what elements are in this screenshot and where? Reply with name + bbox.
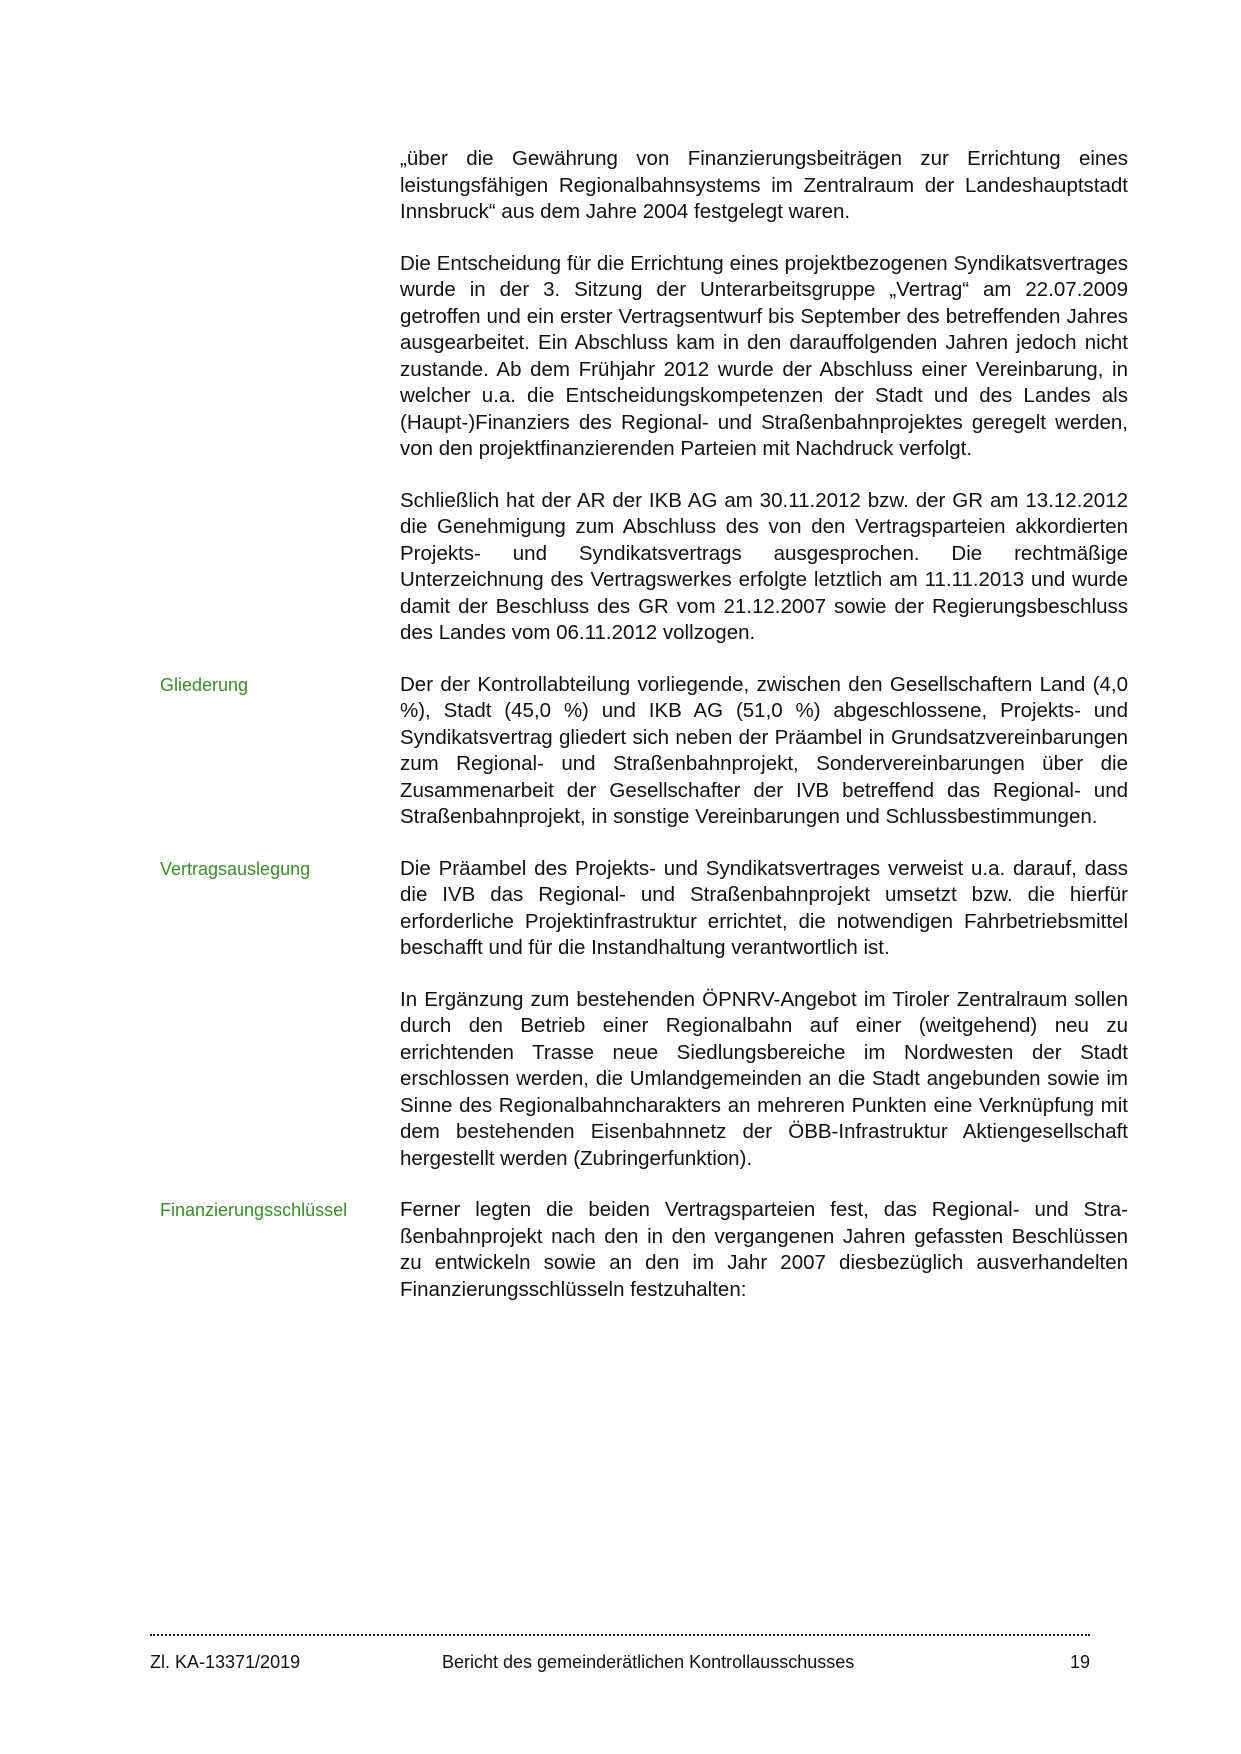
footer-divider (150, 1634, 1090, 1636)
paragraph: Der der Kontrollabteilung vorliegende, zwischen den Gesellschaftern Land (4,0 %), Stadt (45,0 %) und IKB AG (51,0 %) abgeschlossene, Projekts- und Syndikatsvertrag gliedert sich neben der Präambel in Grundsatzvereinbarungen zum Regional- und Straßenbahnprojekt, Sondervereinbarungen über die Zusammenarbeit der Gesellschafter der IVB betreffend das Regional- und Straßenbahnprojekt, in sonstige Vereinbarungen und Schlussbestimmungen. (400, 672, 1128, 828)
paragraph: Ferner legten die beiden Vertragsparteien fest, das Regional- und Straßenbahnprojekt nach den in den vergangenen Jahren gefassten Beschlüssen zu entwickeln sowie an den im Jahr 2007 diesbezüglich ausverhandelten Finanzierungsschlüsseln festzuhalten: (400, 1198, 1128, 1301)
paragraph: In Ergänzung zum bestehenden ÖPNRV-Angebot im Tiroler Zentralraum sollen durch den Betrieb einer Regionalbahn auf einer (weitgehend) neu zu errichtenden Trasse neue Siedlungsbereiche im Nordwesten der Stadt erschlossen werden, die Umlandgemeinden an die Stadt angebunden sowie im Sinne des Regionalbahncharakters an mehreren Punkten eine Verknüpfung mit dem bestehenden Eisenbahnnetz der ÖBB-Infrastruktur Aktiengesellschaft hergestellt werden (Zubringerfunktion). (400, 987, 1128, 1170)
margin-label-vertragsauslegung: Vertragsauslegung (160, 858, 311, 879)
section-intro (400, 146, 1128, 647)
section-finanzierungsschluessel (160, 1197, 1128, 1303)
paragraph: Die Präambel des Projekts- und Syndikatsvertrages verweist u.a. darauf, dass die IVB das Regional- und Straßenbahnprojekt umsetzt bzw. die hierfür erforderliche Projektinfrastruktur errichtet, die notwendigen Fahrbetriebsmittel beschafft und für die Instandhaltung verantwortlich ist. (400, 856, 1128, 959)
paragraph: „über die Gewährung von Finanzierungsbeiträgen zur Errichtung eines leistungsfähigen Regionalbahnsystems im Zentralraum der Landeshauptstadt Innsbruck“ aus dem Jahre 2004 festgelegt waren. (400, 147, 1128, 223)
margin-label-gliederung: Gliederung (160, 674, 249, 695)
section-vertragsauslegung (160, 856, 1128, 1173)
footer-reference: Zl. KA-13371/2019 (150, 1652, 301, 1672)
page-number: 19 (1069, 1652, 1090, 1672)
paragraph: Schließlich hat der AR der IKB AG am 30.11.2012 bzw. der GR am 13.12.2012 die Genehmigung zum Abschluss des von den Vertragsparteien akkordierten Projekts- und Syndikatsvertrags ausgesprochen. Die rechtmäßige Unterzeichnung des Vertragswerkes erfolgte letztlich am 11.11.2013 und wurde damit der Beschluss des GR vom 21.12.2007 sowie der Regierungsbeschluss des Landes vom 06.11.2012 vollzogen. (400, 488, 1128, 644)
footer-title: Bericht des gemeinderätlichen Kontrollausschusses (442, 1652, 855, 1672)
paragraph: Die Entscheidung für die Errichtung eines projektbezogenen Syndikatsvertrages wurde in der 3. Sitzung der Unterarbeitsgruppe „Vertrag“ am 22.07.2009 getroffen und ein erster Vertragsentwurf bis September des betreffenden Jahres ausgearbeitet. Ein Abschluss kam in den darauffolgenden Jahren jedoch nicht zustande. Ab dem Frühjahr 2012 wurde der Abschluss einer Vereinbarung, in welcher u.a. die Entscheidungskompetenzen der Stadt und des Landes als (Haupt-)Finanziers des Regional- und Straßenbahnprojektes geregelt werden, von den projektfinanzierenden Parteien mit Nachdruck verfolgt. (400, 251, 1128, 460)
section-gliederung (160, 672, 1128, 831)
report-body (160, 146, 1128, 1328)
margin-label-finanzierungsschluessel: Finanzierungsschlüssel (160, 1200, 348, 1220)
